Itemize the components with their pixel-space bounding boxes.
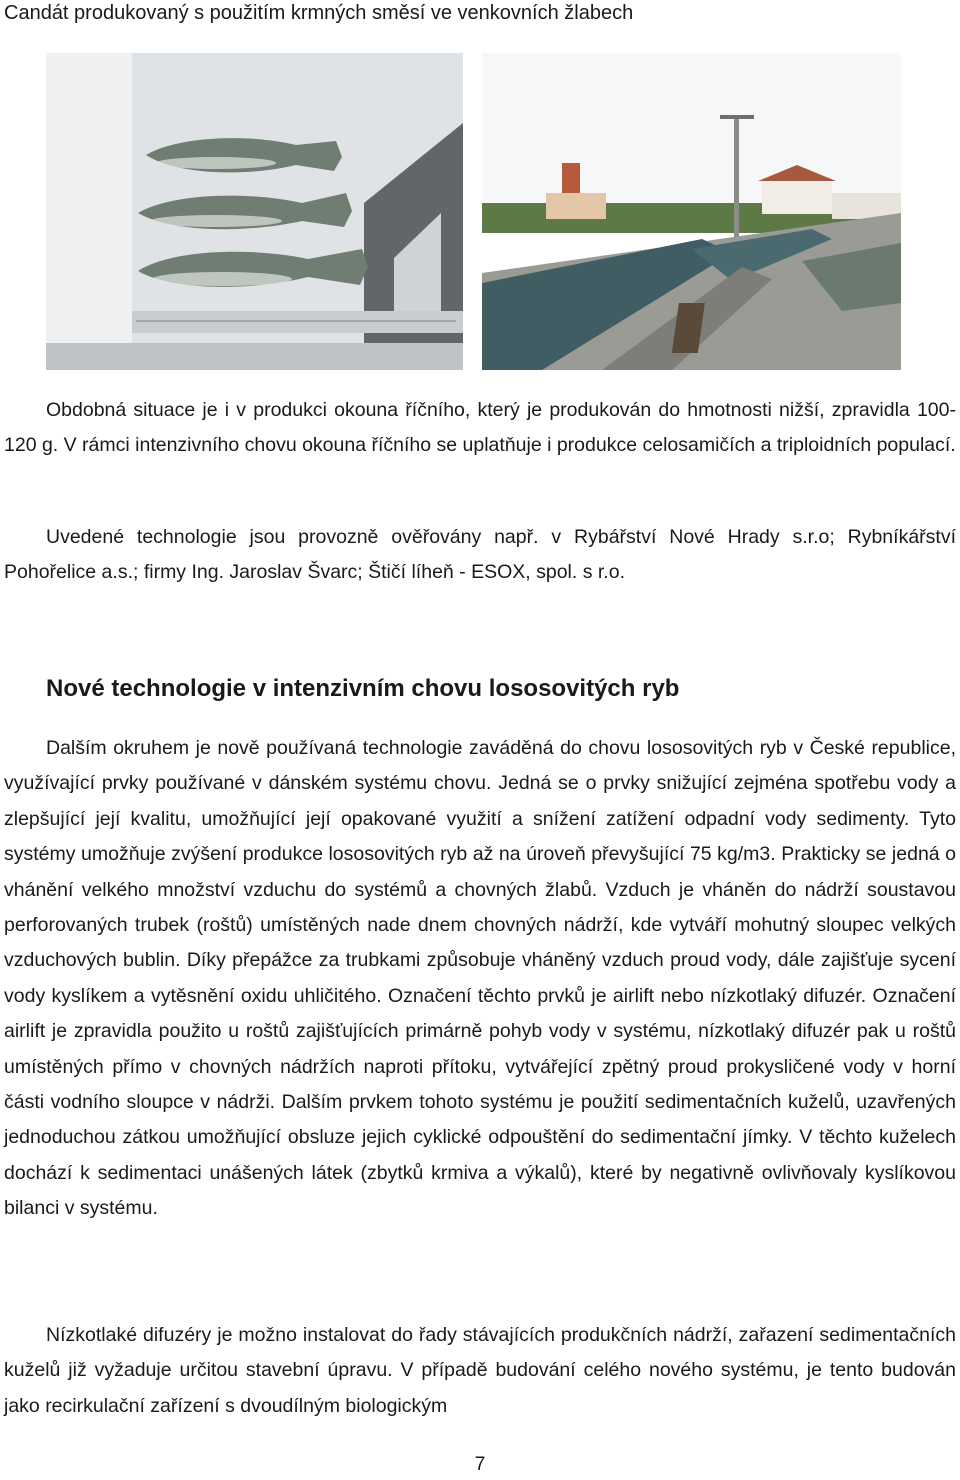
paragraph-perch	[4, 393, 956, 464]
photo-caption: Candát produkovaný s použitím krmných směsí ve venkovních žlabech	[4, 2, 634, 24]
raceway-troughs-photo	[482, 53, 901, 370]
paragraph-1-text: Obdobná situace je i v produkci okouna říčního, který je produkován do hmotnosti nižší, zpravidla 100-120 g. V rámci intenzivního chovu okouna říčního se uplatňuje i produkce celosamičích a triploidních populací.	[4, 399, 956, 457]
section-heading: Nové technologie v intenzivním chovu lososovitých ryb	[46, 675, 680, 702]
paragraph-3-text: Dalším okruhem je nově používaná technologie zaváděná do chovu lososovitých ryb v České republice, využívající prvky používané v dánském systému chovu. Jedná se o prvky snižující zejména spotřebu vody a zlepšující její kvalitu, umožňující její opakované využití a snížení zatížení odpadní vody sedimenty. Tyto systémy umožňuje zvýšení produkce lososovitých ryb až na úroveň převyšující 75 kg/m3. Prakticky se jedná o vhánění velkého množství vzduchu do systémů a chovných žlabů. Vzduch je vháněn do nádrží soustavou perforovaných trubek (roštů) umístěných nade dnem chovných nádrží, kde vytváří mohutný sloupec velkých vzduchových bublin. Díky přepážce za trubkami způsobuje vháněný vzduch proud vody, dále zajišťuje sycení vody kyslíkem a vytěsnění oxidu uhličitého. Označení těchto prvků je airlift nebo nízkotlaký difuzér. Označení airlift je zpravidla použito u roštů zajišťujících primárně pohyb vody v systému, nízkotlaký difuzér pak u roštů umístěných přímo v chovných nádržích naproti přítoku, vytvářející zpětný proud prokysličené vody v horní části vodního sloupce v nádrži. Dalším prvkem tohoto systému je použití sedimentačních kuželů, uzavřených jednoduchou zátkou umožňující obsluze jejich cyklické odpouštění do sedimentační jímky. V těchto kuželech dochází k sedimentaci unášených látek (zbytků krmiva a výkalů), které by negativně ovlivňovaly kyslíkovou bilanci v systému.	[4, 737, 956, 1220]
paragraph-farms	[4, 520, 956, 591]
paragraph-diffusers	[4, 1318, 956, 1424]
paragraph-salmonid-technology	[4, 731, 956, 1227]
fish-photo	[46, 53, 463, 370]
page-number: 7	[474, 1454, 486, 1475]
paragraph-2-text: Uvedené technologie jsou provozně ověřovány např. v Rybářství Nové Hrady s.r.o; Rybníkářství Pohořelice a.s.; firmy Ing. Jaroslav Švarc; Štičí líheň - ESOX, spol. s r.o.	[4, 526, 956, 584]
paragraph-4-text: Nízkotlaké difuzéry je možno instalovat do řady stávajících produkčních nádrží, zařazení sedimentačních kuželů již vyžaduje určitou stavební úpravu. V případě budování celého nového systému, je tento budován jako recirkulační zařízení s dvoudílným biologickým	[4, 1324, 956, 1417]
